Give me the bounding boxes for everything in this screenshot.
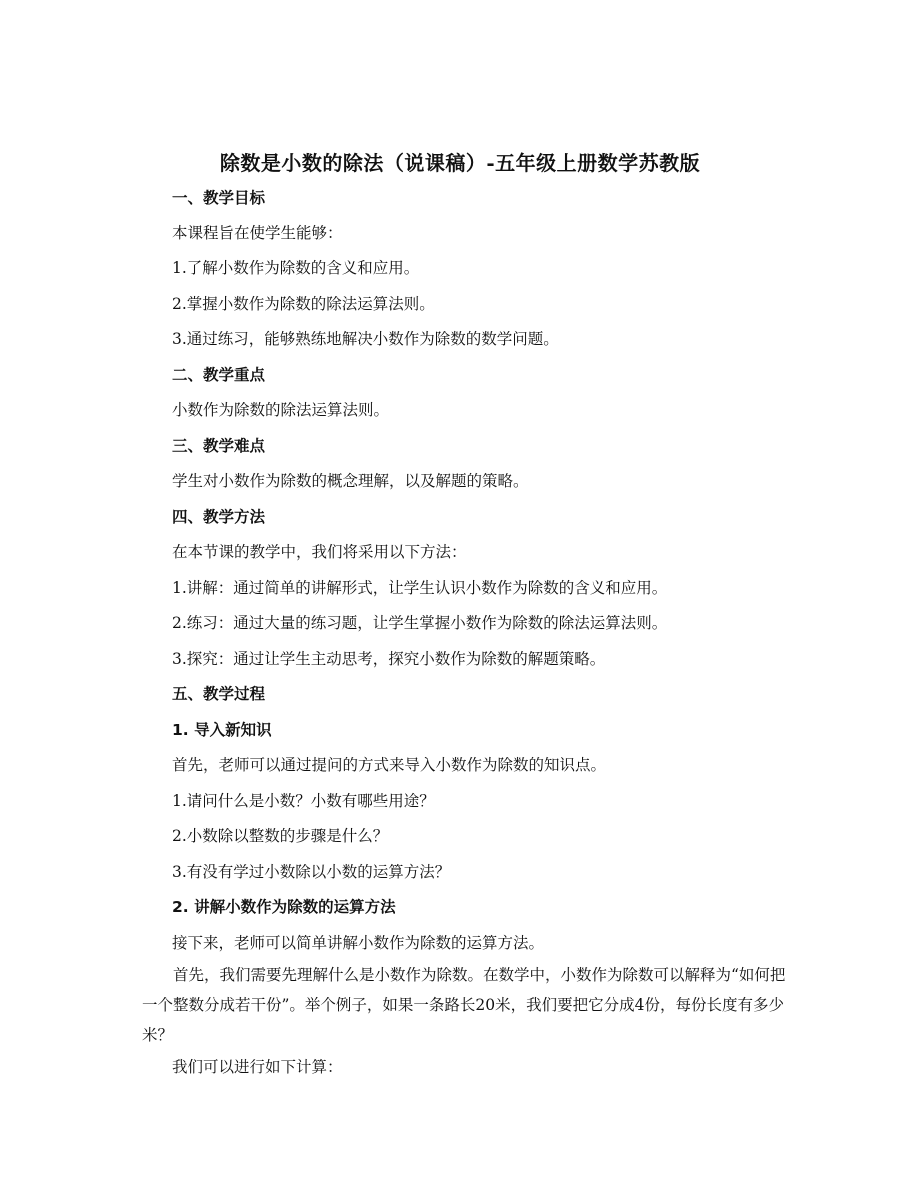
- objective-item: 1.了解小数作为除数的含义和应用。: [172, 259, 420, 277]
- method-item: 2.练习：通过大量的练习题，让学生掌握小数作为除数的除法运算法则。: [172, 614, 668, 632]
- method-item: 3.探究：通过让学生主动思考，探究小数作为除数的解题策略。: [172, 650, 606, 668]
- key-points-text: 小数作为除数的除法运算法则。: [172, 401, 390, 419]
- question-item: 2.小数除以整数的步骤是什么？: [172, 827, 389, 845]
- section-heading-difficulties: 三、教学难点: [172, 437, 266, 455]
- section-heading-objectives: 一、教学目标: [172, 189, 266, 207]
- section-heading-methods: 四、教学方法: [172, 508, 266, 526]
- section-heading-key-points: 二、教学重点: [172, 366, 266, 384]
- page-title: 除数是小数的除法（说课稿）-五年级上册数学苏教版: [219, 151, 701, 175]
- methods-intro: 在本节课的教学中，我们将采用以下方法：: [172, 543, 467, 561]
- subheading-introduce: 1. 导入新知识: [172, 721, 272, 739]
- introduce-text: 首先，老师可以通过提问的方式来导入小数作为除数的知识点。: [172, 756, 607, 774]
- subheading-explain: 2. 讲解小数作为除数的运算方法: [172, 898, 396, 916]
- section-heading-process: 五、教学过程: [172, 685, 266, 703]
- explain-paragraph: 首先，我们需要先理解什么是小数作为除数。在数学中，小数作为除数可以解释为“如何把一个整数分成若干份”。举个例子，如果一条路长20米，我们要把它分成4份，每份长度有多少米？: [142, 966, 786, 1044]
- difficulties-text: 学生对小数作为除数的概念理解，以及解题的策略。: [172, 472, 529, 490]
- objectives-intro: 本课程旨在使学生能够：: [172, 224, 343, 242]
- explain-intro: 接下来，老师可以简单讲解小数作为除数的运算方法。: [172, 934, 545, 952]
- objective-item: 3.通过练习，能够熟练地解决小数作为除数的数学问题。: [172, 330, 559, 348]
- calculation-intro: 我们可以进行如下计算：: [172, 1058, 343, 1076]
- objective-item: 2.掌握小数作为除数的除法运算法则。: [172, 295, 435, 313]
- question-item: 3.有没有学过小数除以小数的运算方法？: [172, 863, 451, 881]
- question-item: 1.请问什么是小数？小数有哪些用途？: [172, 792, 435, 810]
- method-item: 1.讲解：通过简单的讲解形式，让学生认识小数作为除数的含义和应用。: [172, 579, 668, 597]
